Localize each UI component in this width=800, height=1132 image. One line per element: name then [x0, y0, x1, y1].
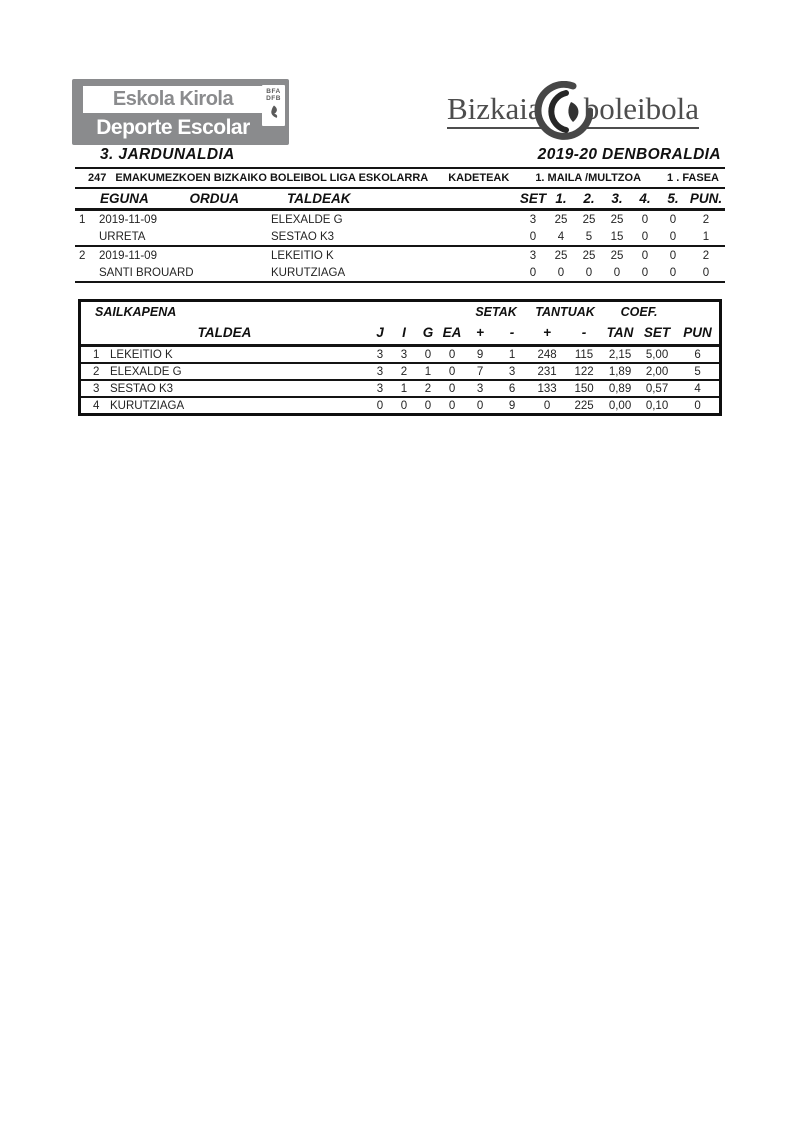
match-2-home-row	[75, 246, 725, 264]
coef-tan: 2,15	[602, 346, 638, 364]
standings-title: SAILKAPENA	[95, 304, 177, 319]
match-date: 2019-11-09	[99, 249, 157, 262]
team-name: SESTAO K3	[269, 228, 519, 246]
standings-header-row	[81, 321, 719, 346]
sets-won: 3	[529, 213, 537, 226]
title-row	[75, 146, 725, 164]
coef-set: 0,10	[645, 399, 669, 412]
col-sets-minus: -	[496, 321, 528, 346]
sets-won: 0	[519, 264, 547, 282]
competition-bar	[75, 167, 725, 189]
rank: 2	[93, 365, 100, 378]
coef-tan: 1,89	[602, 363, 638, 380]
rank: 4	[93, 399, 100, 412]
col-eguna: EGUNA	[100, 191, 149, 206]
set-score: 0	[631, 264, 659, 282]
col-pun: PUN	[676, 321, 719, 346]
col-group-setak: SETAK	[475, 304, 517, 319]
set-score: 0	[669, 249, 677, 262]
points-against: 150	[566, 380, 602, 397]
standings-table	[81, 302, 719, 413]
ea: 0	[448, 399, 456, 412]
col-g: G	[416, 321, 440, 346]
set-score: 5	[575, 228, 603, 246]
points-against: 115	[566, 346, 602, 364]
set-score: 0	[641, 213, 649, 226]
match-points: 2	[702, 213, 710, 226]
set-score: 0	[641, 249, 649, 262]
team-name: LEKEITIO K	[110, 348, 173, 361]
coef-tan: 0,89	[602, 380, 638, 397]
set-score: 25	[610, 213, 624, 226]
division-label: 1. MAILA /MULTZOA	[535, 172, 642, 184]
standings-row	[81, 363, 719, 380]
col-taldeak: TALDEAK	[269, 189, 519, 210]
points: 6	[676, 346, 719, 364]
won: 3	[392, 346, 416, 364]
col-coef-set: SET	[638, 321, 676, 346]
ea: 0	[440, 346, 464, 364]
lost: 1	[416, 363, 440, 380]
set-score: 25	[582, 249, 596, 262]
sets-for: 9	[464, 346, 496, 364]
points-for: 133	[528, 380, 566, 397]
col-group-coef: COEF.	[620, 304, 658, 319]
bizkaia-label: Bizkaia	[447, 93, 542, 129]
leaf-icon	[268, 104, 280, 119]
bizkaia-boleibola-logo	[447, 80, 699, 142]
set-score: 25	[582, 213, 596, 226]
sets-for: 3	[464, 380, 496, 397]
deporte-escolar-label: Deporte Escolar	[96, 116, 250, 139]
coef-tan: 0,00	[608, 399, 632, 412]
points: 0	[694, 399, 701, 412]
col-coef-tan: TAN	[602, 321, 638, 346]
sets-against: 3	[496, 363, 528, 380]
lost: 0	[416, 346, 440, 364]
col-j: J	[368, 321, 392, 346]
lost: 2	[416, 380, 440, 397]
set-score: 0	[669, 213, 677, 226]
sets-won: 3	[529, 249, 537, 262]
league-name: EMAKUMEZKOEN BIZKAIKO BOLEIBOL LIGA ESKOLARRA	[115, 172, 429, 184]
sets-against: 6	[496, 380, 528, 397]
set-score: 25	[610, 249, 624, 262]
points: 5	[676, 363, 719, 380]
set-score: 0	[631, 228, 659, 246]
competition-code: 247	[88, 172, 107, 184]
standings-row	[81, 397, 719, 413]
dfb-label: DFB	[266, 95, 281, 102]
set-score: 4	[547, 228, 575, 246]
category-label: KADETEAK	[448, 172, 510, 184]
set-score: 0	[547, 264, 575, 282]
match-venue: URRETA	[97, 228, 269, 246]
points-against: 122	[566, 363, 602, 380]
team-name: ELEXALDE G	[271, 213, 343, 226]
col-set3: 3.	[603, 189, 631, 210]
col-pun: PUN.	[687, 189, 725, 210]
coef-set: 2,00	[638, 363, 676, 380]
set-score: 25	[554, 249, 568, 262]
standings-row	[81, 346, 719, 364]
results-section	[75, 189, 725, 283]
match-date: 2019-11-09	[99, 213, 157, 226]
won: 0	[400, 399, 408, 412]
set-score: 0	[603, 264, 631, 282]
round-title: 3. JARDUNALDIA	[100, 146, 235, 163]
match-points: 0	[687, 264, 725, 282]
set-score: 15	[603, 228, 631, 246]
set-score: 0	[659, 264, 687, 282]
rank: 3	[93, 382, 100, 395]
team-name: KURUTZIAGA	[110, 399, 185, 412]
played: 3	[368, 346, 392, 364]
sets-against: 1	[496, 346, 528, 364]
won: 2	[392, 363, 416, 380]
results-table	[75, 189, 725, 283]
sets-for: 7	[464, 363, 496, 380]
points-for: 0	[543, 399, 551, 412]
col-set5: 5.	[659, 189, 687, 210]
col-group-tantuak: TANTUAK	[535, 304, 595, 319]
col-taldea: TALDEA	[81, 321, 368, 346]
col-ea: EA	[440, 321, 464, 346]
set-score: 0	[659, 228, 687, 246]
sets-against: 9	[508, 399, 516, 412]
season-title: 2019-20 DENBORALDIA	[537, 146, 721, 163]
boleibola-label: boleibola	[584, 93, 699, 129]
results-header-row	[75, 189, 725, 210]
sets-won: 0	[519, 228, 547, 246]
match-points: 2	[702, 249, 710, 262]
points-against: 225	[574, 399, 594, 412]
team-name: KURUTZIAGA	[269, 264, 519, 282]
played: 0	[376, 399, 384, 412]
won: 1	[392, 380, 416, 397]
coef-set: 0,57	[638, 380, 676, 397]
col-set4: 4.	[631, 189, 659, 210]
eskola-kirola-logo	[72, 79, 289, 145]
col-ordua: ORDUA	[189, 191, 239, 206]
match-number: 2	[79, 249, 86, 262]
phase-label: 1 . FASEA	[667, 172, 719, 184]
col-set: SET	[519, 189, 547, 210]
rank: 1	[93, 348, 100, 361]
team-name: SESTAO K3	[110, 382, 174, 395]
bfa-dfb-emblem	[262, 85, 285, 126]
match-venue: SANTI BROUARD	[97, 264, 269, 282]
match-1-home-row	[75, 210, 725, 229]
col-i: I	[392, 321, 416, 346]
standings-section	[78, 299, 722, 416]
standings-row	[81, 380, 719, 397]
col-points-plus: +	[528, 321, 566, 346]
col-set2: 2.	[575, 189, 603, 210]
ea: 0	[440, 363, 464, 380]
eskola-kirola-label: Eskola Kirola	[83, 86, 263, 113]
points-for: 248	[528, 346, 566, 364]
set-score: 0	[575, 264, 603, 282]
points-for: 231	[528, 363, 566, 380]
team-name: LEKEITIO K	[271, 249, 334, 262]
set-score: 25	[554, 213, 568, 226]
match-points: 1	[687, 228, 725, 246]
played: 3	[368, 380, 392, 397]
coef-set: 5,00	[638, 346, 676, 364]
col-points-minus: -	[566, 321, 602, 346]
lost: 0	[424, 399, 432, 412]
col-set1: 1.	[547, 189, 575, 210]
points: 4	[676, 380, 719, 397]
col-sets-plus: +	[464, 321, 496, 346]
standings-group-header-row	[81, 302, 719, 321]
ea: 0	[440, 380, 464, 397]
team-name: ELEXALDE G	[110, 365, 182, 378]
volleyball-icon	[533, 81, 593, 141]
match-number: 1	[79, 213, 86, 226]
match-2-away-row	[75, 264, 725, 282]
played: 3	[368, 363, 392, 380]
sets-for: 0	[476, 399, 484, 412]
match-1-away-row	[75, 228, 725, 246]
bfa-label: BFA	[266, 88, 281, 95]
